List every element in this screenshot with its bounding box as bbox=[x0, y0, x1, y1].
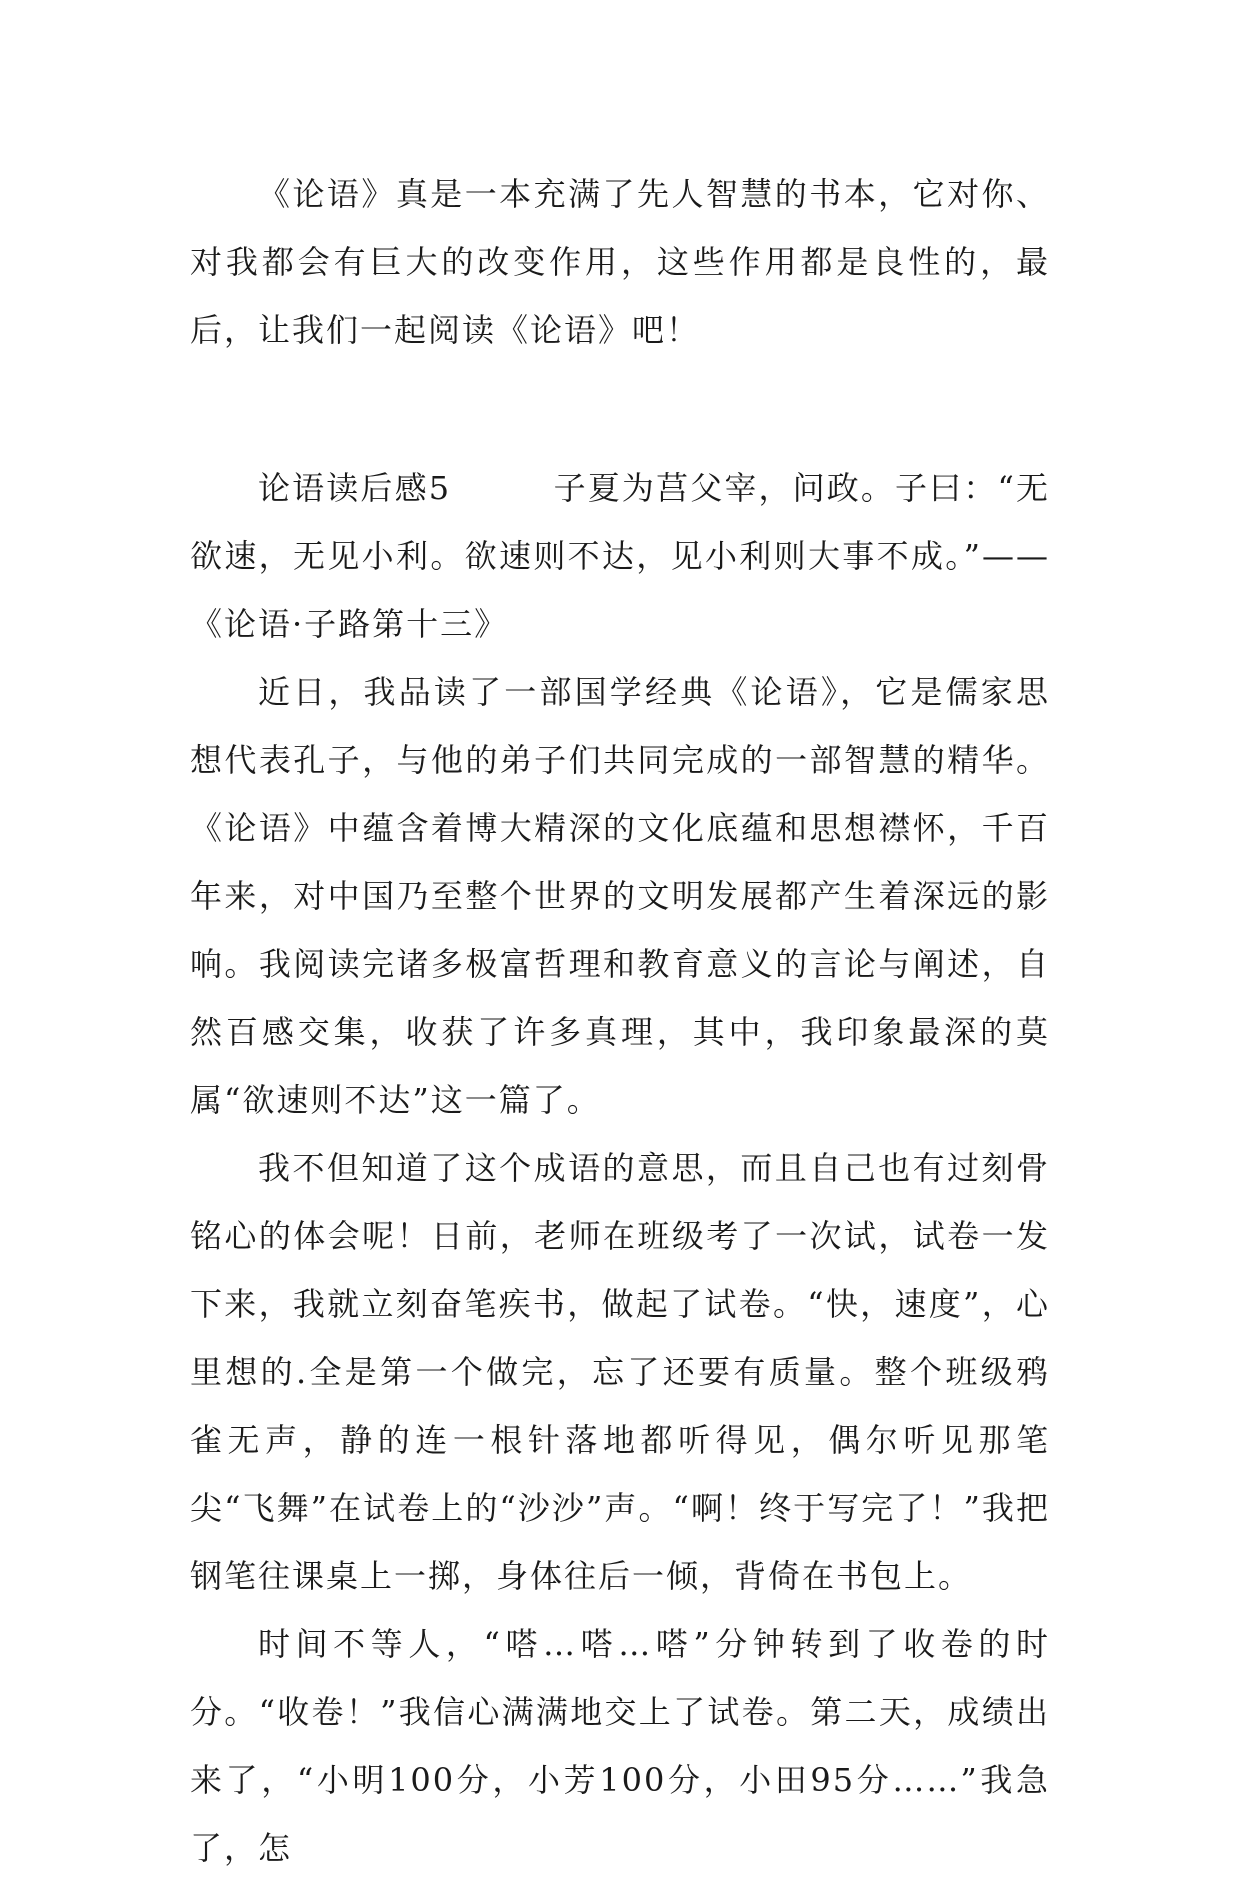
paragraph-exam-result: 时间不等人，“嗒…嗒…嗒”分钟转到了收卷的时分。“收卷！”我信心满满地交上了试卷。第二天，成绩出来了，“小明100分，小芳100分，小田95分……”我急了，怎 bbox=[190, 1625, 1050, 1867]
paragraph-conclusion: 《论语》真是一本充满了先人智慧的书本，它对你、对我都会有巨大的改变作用，这些作用都是良性的，最后，让我们一起阅读《论语》吧！ bbox=[190, 175, 1050, 349]
document-page bbox=[190, 160, 1050, 1882]
paragraph-introduction: 近日，我品读了一部国学经典《论语》，它是儒家思想代表孔子，与他的弟子们共同完成的一部智慧的精华。《论语》中蕴含着博大精深的文化底蕴和思想襟怀，千百年来，对中国乃至整个世界的文明发展都产生着深远的影响。我阅读完诸多极富哲理和教育意义的言论与阐述，自然百感交集，收获了许多真理，其中，我印象最深的莫属“欲速则不达”这一篇了。 bbox=[190, 673, 1050, 1119]
paragraph-exam-story: 我不但知道了这个成语的意思，而且自己也有过刻骨铭心的体会呢！日前，老师在班级考了一次试，试卷一发下来，我就立刻奋笔疾书，做起了试卷。“快，速度”，心里想的.全是第一个做完，忘了还要有质量。整个班级鸦雀无声，静的连一根针落地都听得见，偶尔听见那笔尖“飞舞”在试卷上的“沙沙”声。“啊！终于写完了！”我把钢笔往课桌上一掷，身体往后一倾，背倚在书包上。 bbox=[190, 1149, 1050, 1595]
section-gap bbox=[190, 364, 1050, 454]
paragraph-essay-title-quote: 论语读后感5 子夏为莒父宰，问政。子曰：“无欲速，无见小利。欲速则不达，见小利则大事不成。”——《论语·子路第十三》 bbox=[190, 469, 1050, 643]
